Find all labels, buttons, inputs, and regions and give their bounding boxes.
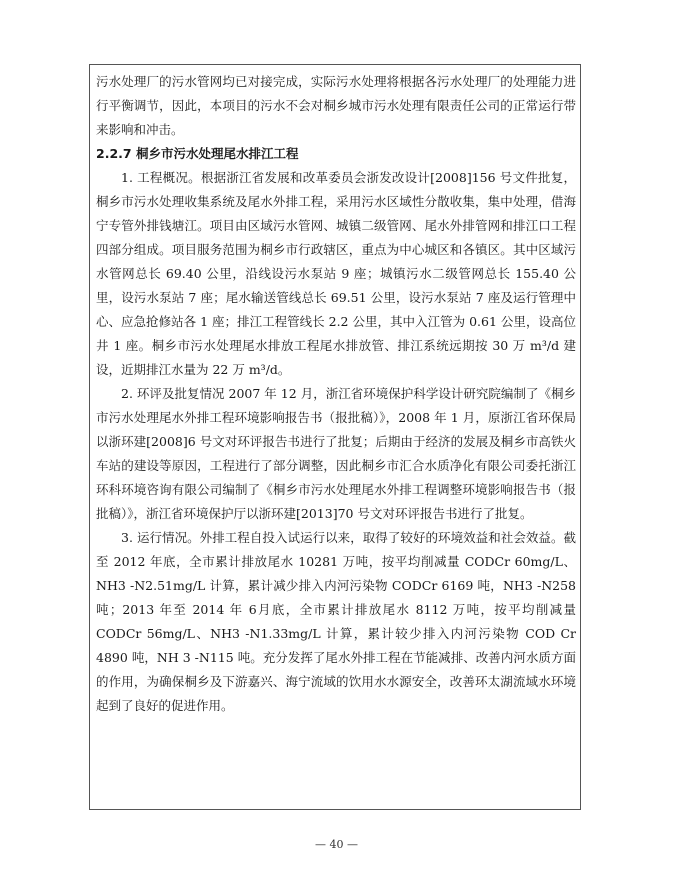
paragraph-operation-status: 3. 运行情况。外排工程自投入试运行以来，取得了较好的环境效益和社会效益。截至 2012 年底，全市累计排放尾水 10281 万吨，按平均削减量 CODCr 60mg/L、NH3 -N2.51mg/L 计算，累计减少排入内河污染物 CODCr 6169 吨，NH3 -N258 吨；2013 年至 2014 年 6月底，全市累计排放尾水 8112 万吨，按平均削减量 CODCr 56mg/L、NH3 -N1.33mg/L 计算，累计较少排入内河污染物 COD Cr 4890 吨，NH 3 -N115 吨。充分发挥了尾水外排工程在节能减排、改善内河水质方面的作用，为确保桐乡及下游嘉兴、海宁流域的饮用水水源安全，改善环太湖流域水环境起到了良好的促进作用。: [96, 530, 576, 713]
paragraph-eia-approval: 2. 环评及批复情况 2007 年 12 月，浙江省环境保护科学设计研究院编制了《桐乡市污水处理尾水外排工程环境影响报告书（报批稿）》，2008 年 1 月，原浙江省环保局以浙环建[2008]6 号文对环评报告书进行了批复；后期由于经济的发展及桐乡市高铁火车站的建设等原因，工程进行了部分调整，因此桐乡市汇合水质净化有限公司委托浙江环科环境咨询有限公司编制了《桐乡市污水处理尾水外排工程调整环境影响报告书（报批稿）》，浙江省环境保护厅以浙环建[2013]70 号文对环评报告书进行了批复。: [96, 386, 576, 521]
page-number: — 40 —: [315, 838, 358, 851]
paragraph-project-overview: 1. 工程概况。根据浙江省发展和改革委员会浙发改设计[2008]156 号文件批复，桐乡市污水处理收集系统及尾水外排工程，采用污水区域性分散收集，集中处理，借海宁专管外排钱塘江。项目由区域污水管网、城镇二级管网、尾水外排管网和排江口工程四部分组成。项目服务范围为桐乡市行政辖区，重点为中心城区和各镇区。其中区域污水管网总长 69.40 公里，沿线设污水泵站 9 座；城镇污水二级管网总长 155.40 公里，设污水泵站 7 座；尾水输送管线总长 69.51 公里，设污水泵站 7 座及运行管理中心、应急抢修站各 1 座；排江工程管线长 2.2 公里，其中入江管为 0.61 公里，设高位井 1 座。桐乡市污水处理尾水排放工程尾水排放管、排江系统远期按 30 万 m³/d 建设，近期排江水量为 22 万 m³/d。: [96, 170, 576, 377]
document-body: [96, 70, 576, 718]
intro-paragraph: 污水处理厂的污水管网均已对接完成，实际污水处理将根据各污水处理厂的处理能力进行平衡调节，因此，本项目的污水不会对桐乡城市污水处理有限责任公司的正常运行带来影响和冲击。: [96, 74, 576, 137]
section-heading: 2.2.7 桐乡市污水处理尾水排江工程: [96, 146, 299, 161]
